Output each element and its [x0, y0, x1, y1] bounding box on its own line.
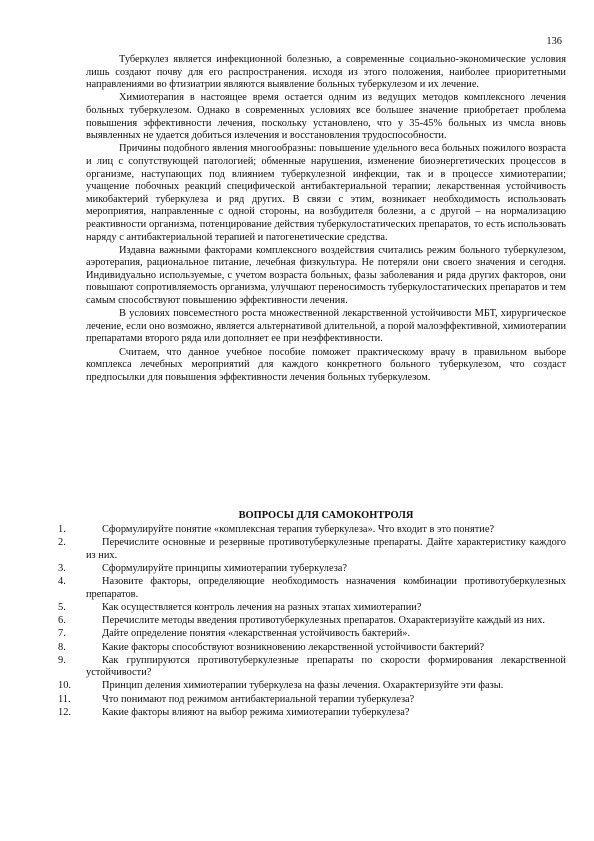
- question-number: 7.: [58, 628, 66, 640]
- question-item: [58, 680, 566, 693]
- question-number: 9.: [58, 654, 66, 666]
- question-text: Перечислите методы введения противотуберкулезных препаратов. Охарактеризуйте каждый из них.: [102, 615, 546, 627]
- paragraph: Причины подобного явления многообразны: повышение удельного веса больных пожилого возраста и лиц с сопутствующей патологией; обменные нарушения, изменение биоэнергетических процессов в организме, наступающих под влиянием туберкулезной инфекции, так и в процессе химиотерапии; учащение побочных реакций специфической антибактериальной терапии; лекарственная устойчивость микобактерий туберкулеза и ряд других. В связи с этим, возникает необходимость использовать мероприятия, направленные с одной стороны, на возбудителя болезни, а с другой – на нормализацию реактивности организма, потенцирование действия туберкулостатических препаратов, то есть использовать наряду с антибактериальной терапией и патогенетические средства.: [86, 143, 566, 243]
- question-number: 2.: [58, 537, 66, 549]
- question-number: 5.: [58, 601, 66, 613]
- question-text: Как осуществляется контроль лечения на разных этапах химиотерапии?: [102, 601, 422, 613]
- question-text: Как группируются противотуберкулезные препараты по скорости формирования лекарственной устойчивости?: [86, 654, 566, 679]
- question-item: [58, 694, 566, 707]
- question-text: Назовите факторы, определяющие необходимость назначения комбинации противотуберкулезных препаратов.: [86, 576, 566, 600]
- question-item: [58, 563, 566, 576]
- page-number: 136: [546, 36, 562, 47]
- question-text: Перечислите основные и резервные противотуберкулезные препараты. Дайте характеристику каждого из них.: [86, 537, 566, 561]
- question-number: 12.: [58, 706, 71, 718]
- question-text: Сформулируйте понятие «комплексная терапия туберкулеза». Что входит в это понятие?: [102, 524, 495, 535]
- question-item: [58, 655, 566, 680]
- question-number: 6.: [58, 615, 66, 627]
- question-number: 3.: [58, 562, 66, 574]
- question-text: Дайте определение понятия «лекарственная устойчивость бактерий».: [102, 628, 411, 640]
- questions-heading: ВОПРОСЫ ДЛЯ САМОКОНТРОЛЯ: [238, 510, 414, 521]
- question-text: Какие факторы влияют на выбор режима химиотерапии туберкулеза?: [102, 706, 410, 718]
- paragraph: Считаем, что данное учебное пособие поможет практическому врачу в правильном выборе комплекса лечебных мероприятий для каждого конкретного больного туберкулезом, что создаст предпосылки для повышения эффективности лечения больных туберкулезом.: [86, 346, 566, 383]
- question-item: [58, 576, 566, 601]
- paragraph: Химиотерапия в настоящее время остается одним из ведущих методов комплексного лечения больных туберкулезом. Однако в современных условиях все большее значение приобретает проблема повышения эффективности лечения, поскольку установлено, что у 35-45% больных из чмсла вновь выявленных не удается добиться излечения и восстановления трудоспособности.: [86, 92, 566, 142]
- question-item: [58, 524, 566, 537]
- question-text: Принцип деления химиотерапии туберкулеза на фазы лечения. Охарактеризуйте эти фазы.: [102, 680, 504, 692]
- paragraph: В условиях повсеместного роста множественной лекарственной устойчивости МБТ, хирургическое лечение, если оно возможно, является альтернативой длительной, а порой малоэффективной, химиотерапии препаратами второго ряда или дополняет ее при неэффективности.: [86, 308, 567, 345]
- question-text: Сформулируйте принципы химиотерапии туберкулеза?: [102, 562, 348, 574]
- paragraph: Издавна важными факторами комплексного воздействия считались режим больного туберкулезом, аэротерапия, рациональное питание, лечебная физкультура. Не потеряли они своего значения и сегодня. Индивидуально используемые, с учетом возраста больных, фазы заболевания и ряда других факторов, они повышают сопротивляемость организма, улучшают переносимость туберкулостатических препаратов и тем самым способствуют повышению эффективности лечения.: [86, 244, 566, 307]
- body-text: [86, 54, 566, 385]
- question-item: [58, 537, 566, 562]
- question-text: Какие факторы способствуют возникновению лекарственной устойчивости бактерий?: [102, 641, 485, 653]
- question-number: 4.: [58, 576, 66, 588]
- question-number: 11.: [58, 693, 71, 705]
- question-item: [58, 628, 566, 641]
- question-number: 1.: [58, 524, 66, 535]
- questions-list: [58, 524, 566, 720]
- question-text: Что понимают под режимом антибактериальной терапии туберкулеза?: [102, 693, 415, 705]
- question-number: 10.: [58, 680, 71, 692]
- question-item: [58, 602, 566, 615]
- question-item: [58, 615, 566, 628]
- question-number: 8.: [58, 641, 66, 653]
- question-item: [58, 642, 566, 655]
- paragraph: Туберкулез является инфекционной болезнью, а современные социально-экономические условия лишь создают почву для его распространения. исходя из этого положения, наиболее приоритетными направлениями во фтизиатрии являются выявление больных туберкулезом и их лечение.: [86, 54, 566, 91]
- question-item: [58, 707, 566, 720]
